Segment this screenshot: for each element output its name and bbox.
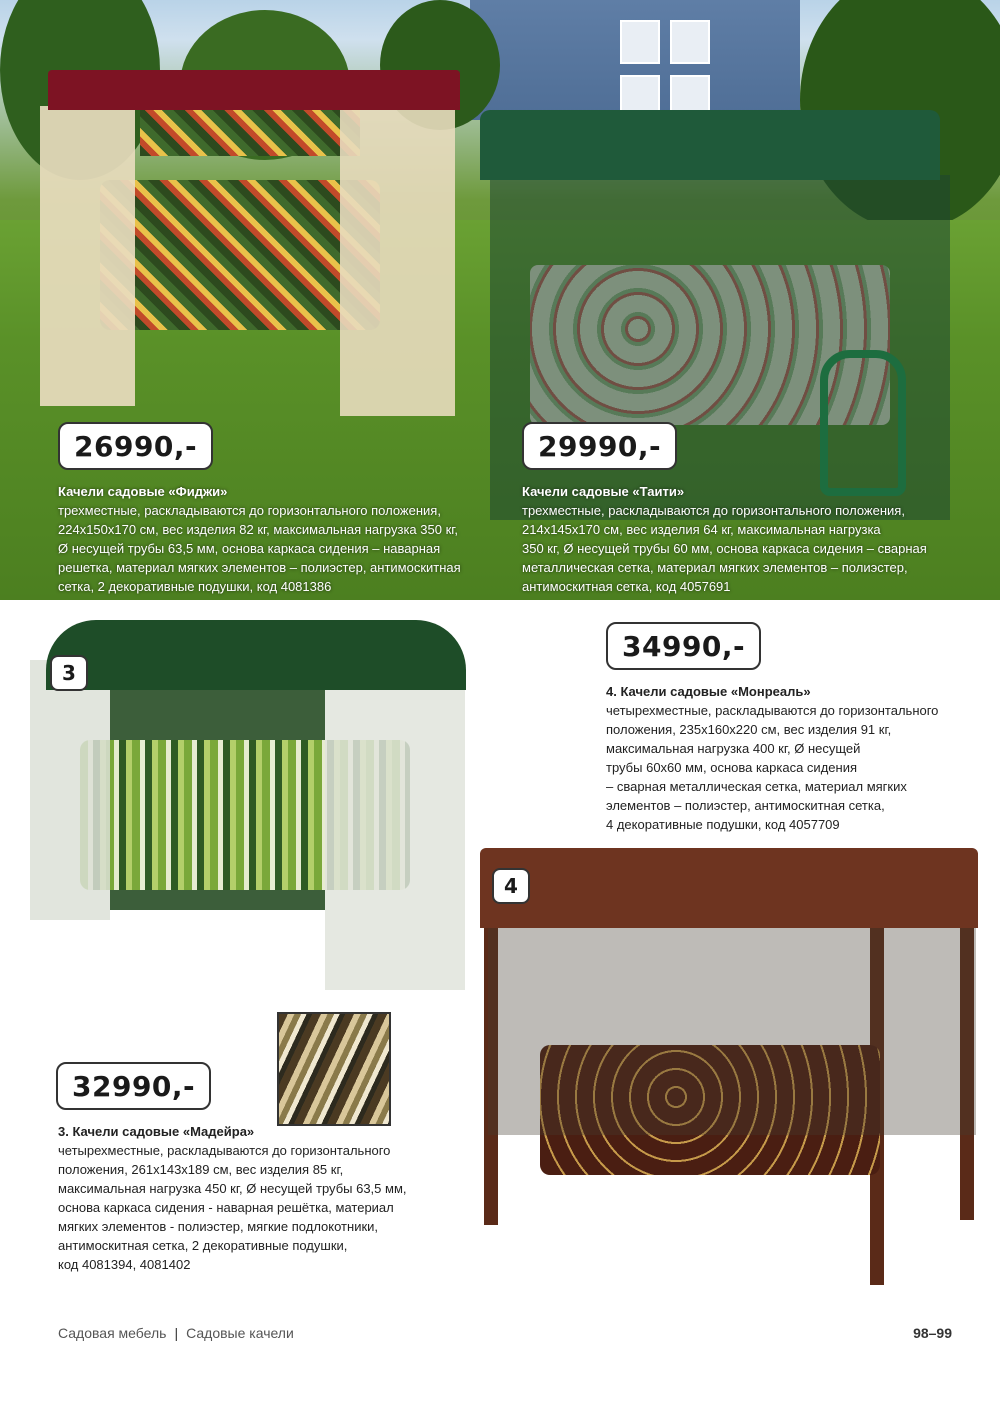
description-line: положения, 261x143x189 см, вес изделия 85 кг,: [58, 1162, 344, 1177]
description-line: положения, 235x160x220 см, вес изделия 91 кг,: [606, 722, 892, 737]
swing-canopy: [480, 110, 940, 180]
mosquito-net: [488, 915, 976, 1135]
page-numbers: 98–99: [913, 1325, 952, 1341]
description-line: 350 кг, Ø несущей трубы 60 мм, основа каркаса сидения – сварная: [522, 541, 927, 556]
footer-subsection: Садовые качели: [186, 1325, 294, 1341]
description-line: Ø несущей трубы 63,5 мм, основа каркаса сидения – наварная: [58, 541, 441, 556]
house-background: [470, 0, 800, 120]
description-line: код 4081394, 4081402: [58, 1257, 191, 1272]
product-description: [58, 482, 478, 596]
price-tag: 26990,-: [58, 422, 213, 470]
description-line: сетка, 2 декоративные подушки, код 4081386: [58, 579, 332, 594]
product-number-badge: 4: [492, 868, 530, 904]
description-line: элементов – полиэстер, антимоскитная сетка,: [606, 798, 885, 813]
description-line: максимальная нагрузка 450 кг, Ø несущей трубы 63,5 мм,: [58, 1181, 407, 1196]
description-line: максимальная нагрузка 400 кг, Ø несущей: [606, 741, 861, 756]
product-description: [58, 1122, 458, 1274]
footer-section: Садовая мебель: [58, 1325, 167, 1341]
description-line: 214x145x170 см, вес изделия 64 кг, максимальная нагрузка: [522, 522, 881, 537]
product-title: Качели садовые «Фиджи»: [58, 484, 228, 499]
product-description: [606, 682, 966, 834]
footer-breadcrumb: [58, 1325, 294, 1341]
description-line: антимоскитная сетка, код 4057691: [522, 579, 731, 594]
description-line: антимоскитная сетка, 2 декоративные подушки,: [58, 1238, 348, 1253]
description-line: металлическая сетка, материал мягких элементов – полиэстер,: [522, 560, 908, 575]
product-number-badge: 3: [50, 655, 88, 691]
description-line: 224x150x170 см, вес изделия 82 кг, максимальная нагрузка 350 кг,: [58, 522, 459, 537]
swing-fiji-image: [40, 70, 460, 390]
description-line: трубы 60x60 мм, основа каркаса сидения: [606, 760, 857, 775]
description-line: решетка, материал мягких элементов – полиэстер, антимоскитная: [58, 560, 461, 575]
house-window: [670, 20, 710, 64]
description-line: – сварная металлическая сетка, материал мягких: [606, 779, 907, 794]
swing-valance: [140, 106, 360, 156]
mosquito-net: [340, 106, 455, 416]
product-title: Качели садовые «Таити»: [522, 484, 685, 499]
swing-canopy: [46, 620, 466, 690]
description-line: трехместные, раскладываются до горизонтального положения,: [522, 503, 905, 518]
price-tag: 34990,-: [606, 622, 761, 670]
price-tag: 32990,-: [56, 1062, 211, 1110]
description-line: четырехместные, раскладываются до горизонтального: [606, 703, 939, 718]
price-tag: 29990,-: [522, 422, 677, 470]
swing-canopy: [48, 70, 460, 110]
product-title: 3. Качели садовые «Мадейра»: [58, 1124, 255, 1139]
description-line: мягких элементов - полиэстер, мягкие подлокотники,: [58, 1219, 379, 1234]
description-line: четырехместные, раскладываются до горизонтального: [58, 1143, 391, 1158]
swing-frame: [820, 350, 906, 496]
mosquito-net: [325, 670, 465, 990]
description-line: основа каркаса сидения - наварная решётка, материал: [58, 1200, 394, 1215]
swing-seat: [100, 180, 380, 330]
mosquito-net: [40, 106, 135, 406]
description-line: 4 декоративные подушки, код 4057709: [606, 817, 840, 832]
swing-canopy: [480, 848, 978, 928]
fabric-swatch-image: [277, 1012, 391, 1126]
mosquito-net: [30, 660, 110, 920]
product-description: [522, 482, 942, 596]
description-line: трехместные, раскладываются до горизонтального положения,: [58, 503, 441, 518]
footer-separator: |: [174, 1325, 179, 1341]
product-title: 4. Качели садовые «Монреаль»: [606, 684, 811, 699]
house-window: [620, 20, 660, 64]
